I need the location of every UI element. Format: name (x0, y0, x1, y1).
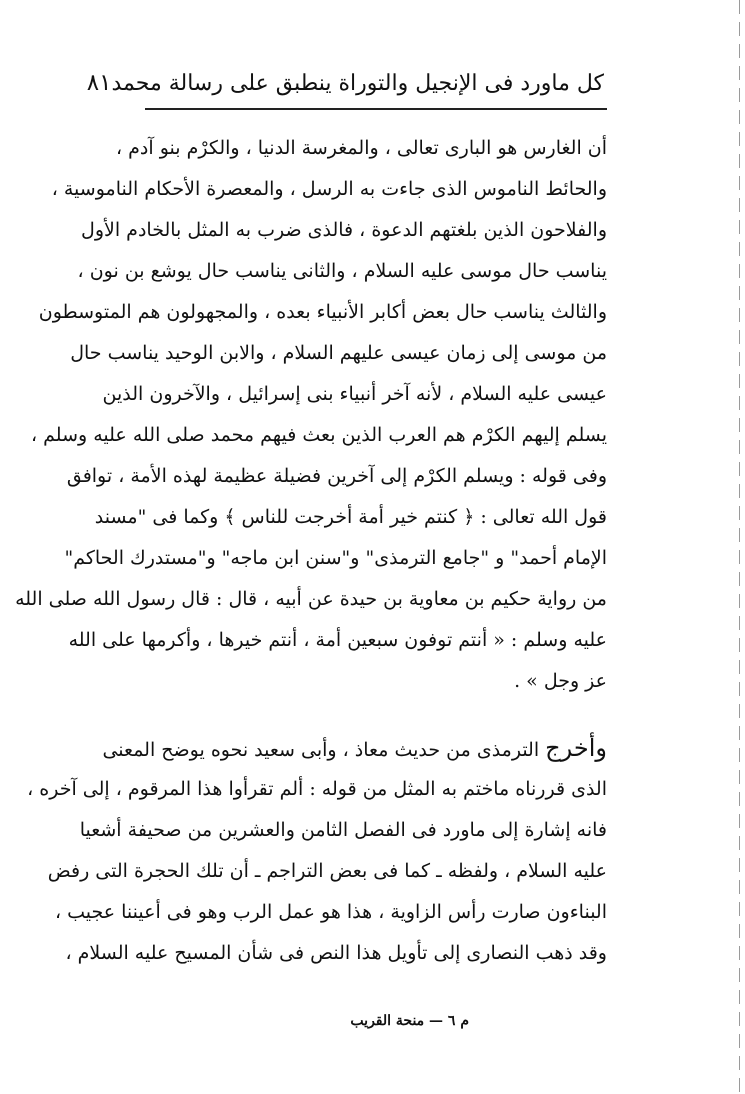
text-line: فانه إشارة إلى ماورد فى الفصل الثامن والعشرين من صحيفة أشعيا (79, 819, 607, 841)
text-line: والحائط الناموس الذى جاءت به الرسل ، والمعصرة الأحكام الناموسية ، (51, 178, 607, 200)
running-header (86, 66, 604, 100)
header-title: كل ماورد فى الإنجيل والتوراة ينطبق على رسالة محمد (111, 70, 604, 96)
signature-text: م ٦ — منحة القريب (350, 1013, 469, 1029)
paragraph-gap (145, 702, 607, 728)
text-line: والفلاحون الذين بلغتهم الدعوة ، فالذى ضرب به المثل بالخادم الأول (81, 219, 607, 241)
text-line: عليه وسلم : « أنتم توفون سبعين أمة ، أنتم خيرها ، وأكرمها على الله (68, 629, 607, 651)
body-text (15, 128, 607, 974)
text-line: أن الغارس هو البارى تعالى ، والمغرسة الدنيا ، والكرْم بنو آدم ، (116, 137, 607, 159)
text-line: الإمام أحمد" و "جامع الترمذى" و"سنن ابن ماجه" و"مستدرك الحاكم" (64, 547, 607, 569)
text-line: عليه السلام ، ولفظه ـ كما فى بعض التراجم ـ أن تلك الحجرة التى رفض (47, 860, 607, 882)
text-line: والثالث يناسب حال بعض أكابر الأنبياء بعده ، والمجهولون هم المتوسطون (38, 301, 607, 323)
text-line: البناءون صارت رأس الزاوية ، هذا هو عمل الرب وهو فى أعيننا عجيب ، (54, 901, 607, 923)
paragraph-opening-line (102, 728, 607, 769)
text-line: الذى قررناه ماختم به المثل من قوله : ألم تقرأوا هذا المرقوم ، إلى آخره ، (27, 778, 607, 800)
text-line: من رواية حكيم بن معاوية بن حيدة عن أبيه ، قال : قال رسول الله صلى الله (15, 588, 607, 610)
page-number: ٨١ (86, 70, 112, 96)
text-line: وفى قوله : ويسلم الكرْم إلى آخرين فضيلة عظيمة لهذه الأمة ، توافق (66, 465, 607, 487)
text-line: من موسى إلى زمان عيسى عليهم السلام ، والابن الوحيد يناسب حال (70, 342, 607, 364)
paragraph-opening-text: الترمذى من حديث معاذ ، وأبى سعيد نحوه يوضح المعنى (102, 739, 546, 761)
paragraph-lead-word: وأخرج (545, 734, 607, 762)
text-line: عيسى عليه السلام ، لأنه آخر أنبياء بنى إسرائيل ، والآخرون الذين (102, 383, 607, 405)
text-line: وقد ذهب النصارى إلى تأويل هذا النص فى شأن المسيح عليه السلام ، (65, 942, 607, 964)
text-line: يسلم إليهم الكرْم هم العرب الذين بعث فيهم محمد صلى الله عليه وسلم ، (30, 424, 607, 446)
signature-mark (145, 1010, 607, 1032)
text-line: عز وجل » . (514, 670, 607, 692)
binding-edge-line (739, 0, 740, 1094)
text-line: قول الله تعالى : ﴿ كنتم خير أمة أخرجت للناس ﴾ وكما فى "مسند (94, 506, 607, 528)
text-line: يناسب حال موسى عليه السلام ، والثانى يناسب حال يوشع بن نون ، (77, 260, 607, 282)
header-rule (145, 108, 607, 110)
